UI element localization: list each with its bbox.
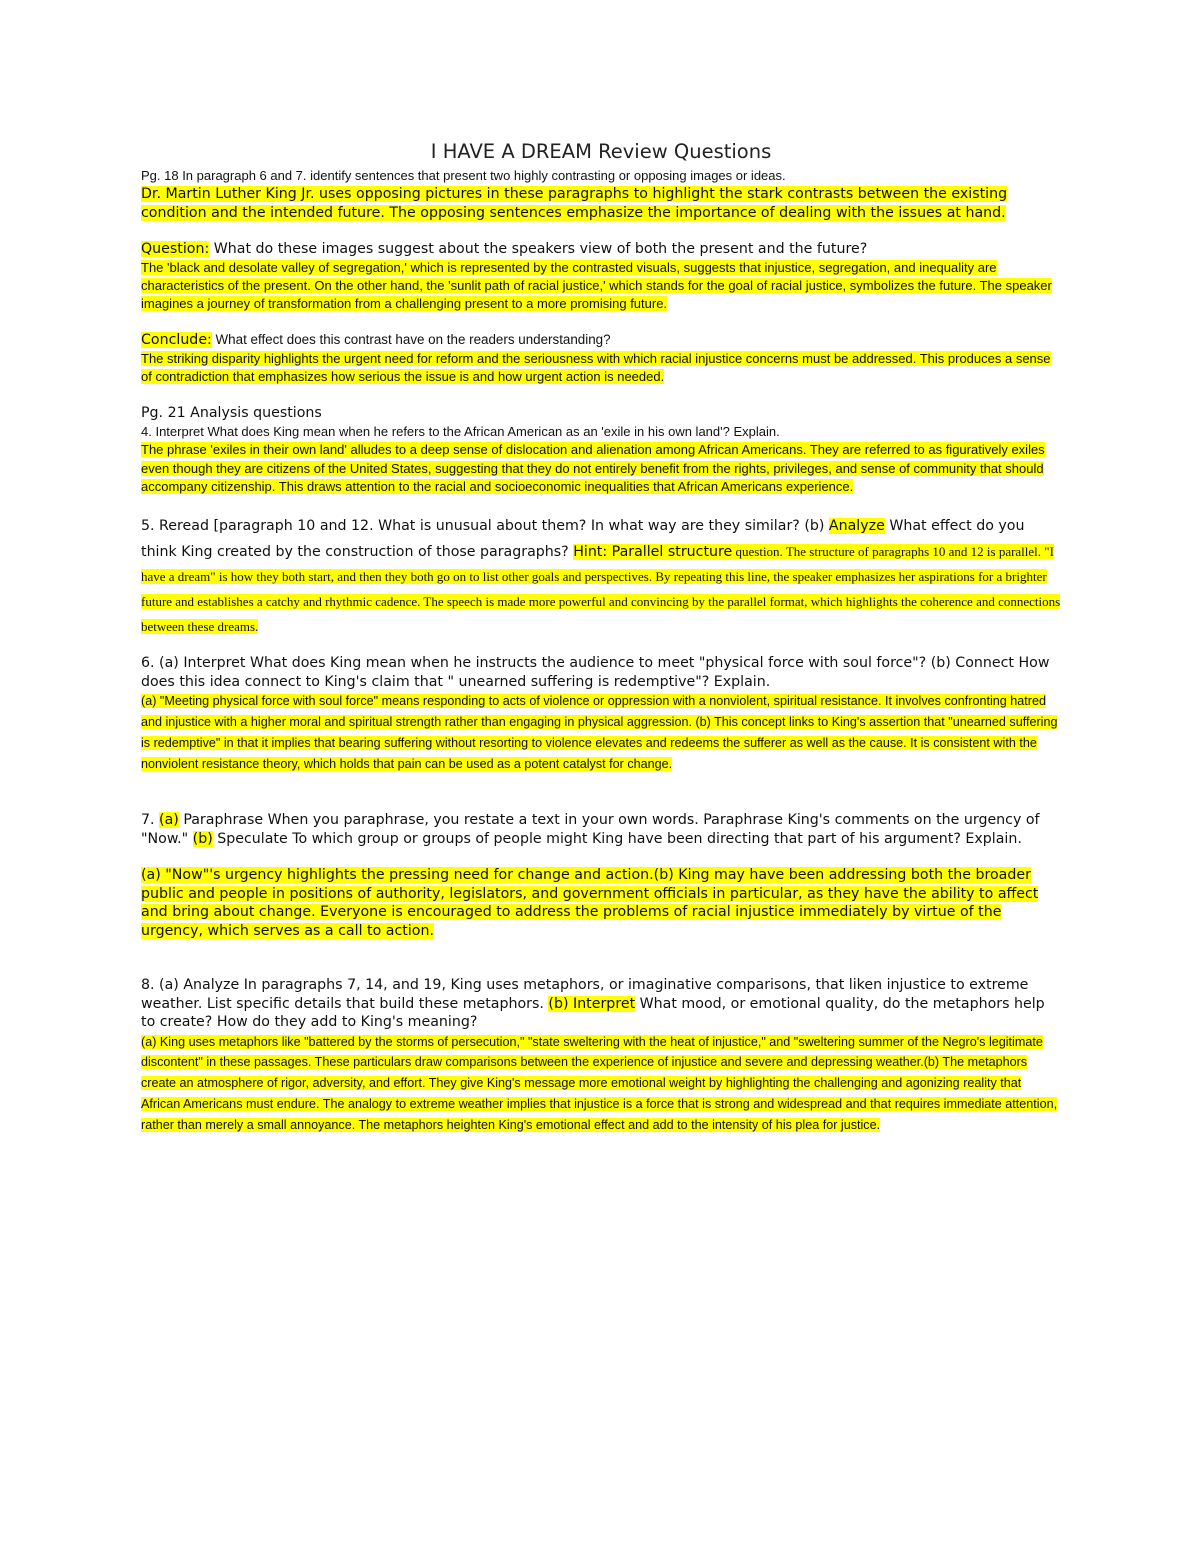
answer-6	[141, 691, 1061, 775]
question-present-future-text: What do these images suggest about the speakers view of both the present and the future?	[209, 241, 868, 257]
section-heading-pg21: Pg. 21 Analysis questions	[141, 405, 322, 422]
page-title: I HAVE A DREAM Review Questions	[430, 140, 772, 163]
answer-4	[141, 441, 1061, 496]
answer-5-text: The structure of paragraphs 10 and 12 is parallel. "I have a dream" is how they both start, and then they both go on to list other goals and perspectives. By repeating this line, the speaker emphasizes her aspirations for a brighter future and establishes a catchy and rhythmic cadence. The speech is made more powerful and convincing by the parallel format, which highlights the coherence and connections between these dreams.	[141, 544, 1061, 635]
answer-8-text: (a) King uses metaphors like "battered by the storms of persecution," "state sweltering with the heat of injustice," and "sweltering summer of the Negro's legitimate discontent" in these passages. These particulars draw comparisons between the experience of injustice and severe and depressing weather.(b) The metaphors create an atmosphere of rigor, adversity, and effort. They give King's message more emotional weight by highlighting the challenging and agonizing reality that African Americans must endure. The analogy to extreme weather implies that injustice is a force that is strong and widespread and that requires immediate attention, rather than merely a small annoyance. The metaphors heighten King's emotional effect and add to the intensity of his plea for justice.	[141, 1034, 1058, 1132]
question-5: 5. Reread [paragraph 10 and 12. What is unusual about them? In what way are they similar? (b) Analyze What effect do you think King created by the construction of those paragraphs? Hint: Parallel structure question. The structure of paragraphs 10 and 12 is parallel. "I have a dream" is how they both start, and then they both go on to list other goals and perspectives. By repeating this line, the speaker emphasizes her aspirations for a brighter future and establishes a catchy and rhythmic cadence. The speech is made more powerful and convincing by the parallel format, which highlights the coherence and connections between these dreams.	[141, 518, 1061, 635]
question-pg18-text: Pg. 18 In paragraph 6 and 7. identify sentences that present two highly contrasting or opposing images or ideas.	[141, 168, 786, 183]
conclude-label: Conclude:	[141, 332, 212, 349]
question-label: Question:	[141, 241, 210, 257]
answer-conclude-text: The striking disparity highlights the urgent need for reform and the seriousness with which racial injustice concerns must be addressed. This produces a sense of contradiction that emphasizes how serious the issue is and how urgent action is needed.	[141, 350, 1051, 385]
interpret-label: (b) Interpret	[548, 995, 636, 1012]
question-pg18	[141, 167, 1061, 185]
answer-8	[141, 1032, 1061, 1136]
question-6: 6. (a) Interpret What does King mean when he instructs the audience to meet "physical force with soul force"? (b) Connect How does this idea connect to King's claim that " unearned suffering is redemptive"? Explain.	[141, 655, 1050, 690]
question-7: 7. (a) Paraphrase When you paraphrase, you restate a text in your own words. Paraphrase King's comments on the urgency of "Now." (b) Speculate To which group or groups of people might King have been directing that part of his argument? Explain.	[141, 812, 1040, 847]
answer-7	[141, 866, 1061, 940]
answer-pg18-text: Dr. Martin Luther King Jr. uses opposing pictures in these paragraphs to highlight the stark contrasts between the existing condition and the intended future. The opposing sentences emphasize the importance of dealing with the issues at hand.	[141, 186, 1008, 221]
question-4: 4. Interpret What does King mean when he refers to the African American as an 'exile in his own land'? Explain.	[141, 423, 780, 439]
hint-label: Hint: Parallel structure	[573, 544, 733, 561]
answer-4-text: The phrase 'exiles in their own land' alludes to a deep sense of dislocation and alienation among African Americans. They are referred to as figuratively exiles even though they are citizens of the United States, suggesting that they do not entirely benefit from the rights, privileges, and sense of community that should accompany citizenship. This draws attention to the racial and socioeconomic inequalities that African Americans experience.	[141, 442, 1045, 494]
question-conclude-text: What effect does this contrast have on the readers understanding?	[211, 332, 611, 348]
answer-pg18	[141, 185, 1061, 222]
answer-conclude	[141, 350, 1061, 387]
question-8: 8. (a) Analyze In paragraphs 7, 14, and 19, King uses metaphors, or imaginative comparisons, that liken injustice to extreme weather. List specific details that build these metaphors. (b) Interpret What mood, or emotional quality, do the metaphors help to create? How do they add to King's meaning?	[141, 977, 1045, 1031]
answer-7-text: (a) "Now"'s urgency highlights the pressing need for change and action.(b) King may have been addressing both the broader public and people in positions of authority, legislators, and government officials in particular, as they have the ability to affect and bring about change. Everyone is encouraged to address the problems of racial injustice immediately by virtue of the urgency, which serves as a call to action.	[141, 867, 1039, 939]
question-present-future	[141, 240, 1061, 259]
question-conclude	[141, 331, 1061, 350]
analyze-label: Analyze	[828, 518, 885, 535]
answer-present-future-text: The 'black and desolate valley of segregation,' which is represented by the contrasted visuals, suggests that injustice, segregation, and inequality are characteristics of the present. On the other hand, the 'sunlit path of racial justice,' which stands for the goal of racial justice, symbolizes the future. The speaker imagines a journey of transformation from a challenging present to a more promising future.	[141, 259, 1052, 312]
document-page	[141, 140, 1061, 1136]
answer-present-future	[141, 259, 1061, 314]
answer-6-text: (a) "Meeting physical force with soul force" means responding to acts of violence or oppression with a nonviolent, spiritual resistance. It involves confronting hatred and injustice with a higher moral and spiritual strength rather than engaging in physical aggression. (b) This concept links to King's assertion that "unearned suffering is redemptive" in that it implies that bearing suffering without resorting to violence elevates and redeems the sufferer as well as the cause. It is consistent with the nonviolent resistance theory, which holds that pain can be used as a potent catalyst for change.	[141, 694, 1058, 772]
